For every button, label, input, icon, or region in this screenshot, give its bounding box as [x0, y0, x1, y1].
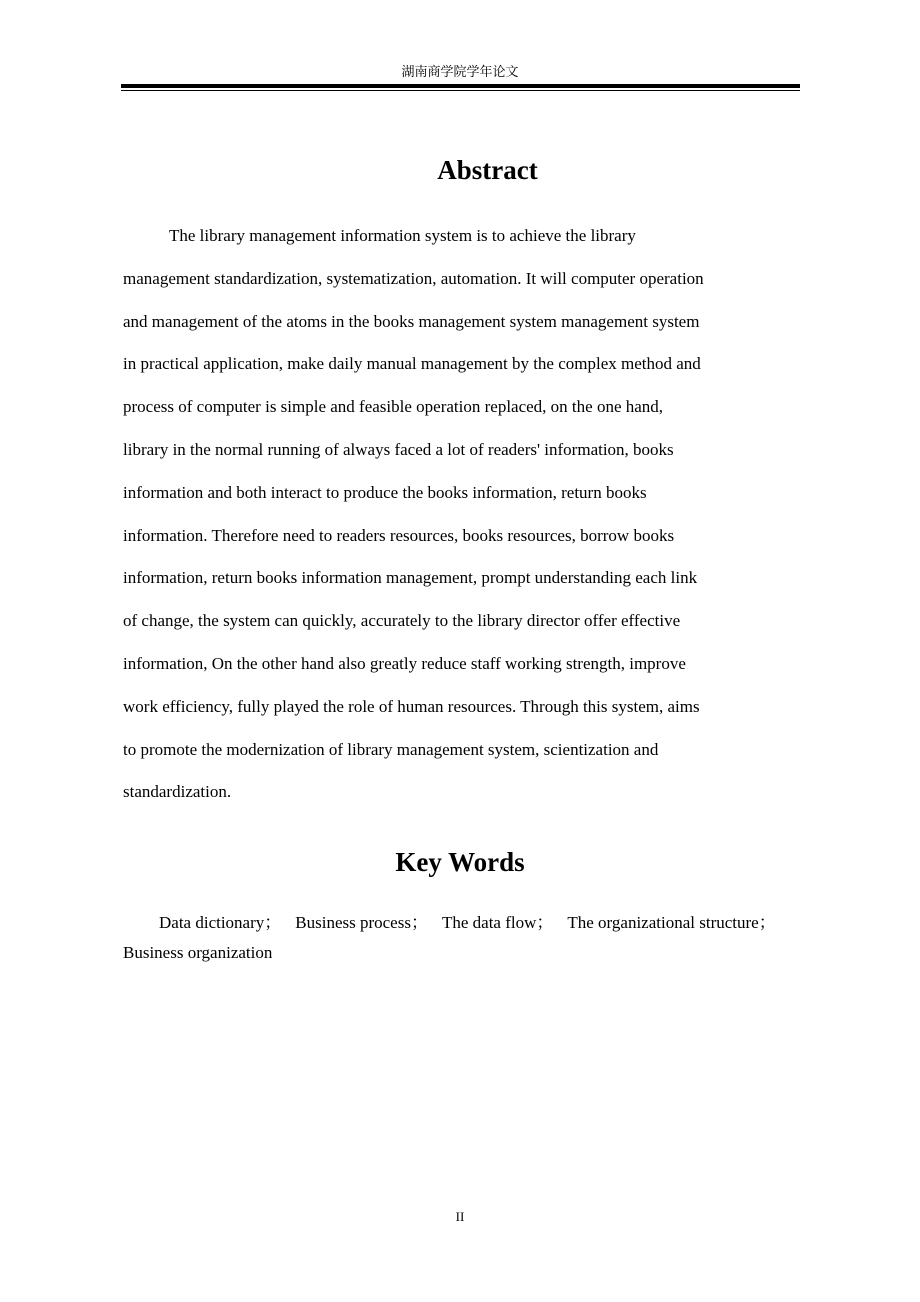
- keyword: The data flow: [441, 913, 537, 932]
- page-number: II: [455, 1209, 465, 1224]
- header-rule-thin: [121, 90, 800, 91]
- keyword-separator: ；: [536, 913, 554, 932]
- header-rule-thick: [121, 84, 800, 88]
- abstract-body: [123, 215, 803, 814]
- keyword-separator: ；: [410, 913, 428, 932]
- keywords-line: [123, 938, 823, 968]
- abstract-line: work efficiency, fully played the role of human resources. Through this system, aims: [123, 696, 700, 716]
- keyword-separator: ；: [264, 913, 282, 932]
- keyword-separator: ；: [758, 913, 776, 932]
- abstract-line: information and both interact to produce the books information, return books: [123, 482, 647, 502]
- abstract-line: The library management information system is to achieve the library: [169, 226, 636, 245]
- abstract-heading: Abstract: [437, 155, 538, 185]
- abstract-line: in practical application, make daily manual management by the complex method and: [123, 354, 701, 374]
- abstract-line: standardization.: [123, 782, 232, 802]
- abstract-line: process of computer is simple and feasible operation replaced, on the one hand,: [123, 397, 664, 417]
- abstract-line: to promote the modernization of library management system, scientization and: [123, 739, 659, 759]
- abstract-line: management standardization, systematization, automation. It will computer operation: [123, 268, 704, 288]
- running-header: 湖南商学院学年论文: [401, 65, 519, 80]
- keywords-line: [123, 908, 823, 938]
- keyword: Data dictionary: [159, 913, 265, 932]
- keywords-list: [123, 908, 823, 968]
- keyword: Business organization: [123, 943, 273, 962]
- keyword: Business process: [295, 913, 411, 932]
- abstract-line: information, return books information management, prompt understanding each link: [123, 568, 698, 588]
- keyword: The organizational structure: [567, 913, 759, 932]
- abstract-line: information. Therefore need to readers resources, books resources, borrow books: [123, 525, 675, 545]
- abstract-line: and management of the atoms in the books management system management system: [123, 311, 700, 331]
- abstract-line: library in the normal running of always faced a lot of readers' information, books: [123, 439, 674, 459]
- abstract-line: information, On the other hand also greatly reduce staff working strength, improve: [123, 653, 686, 673]
- abstract-line: of change, the system can quickly, accurately to the library director offer effective: [123, 611, 681, 631]
- keywords-heading: Key Words: [395, 847, 525, 877]
